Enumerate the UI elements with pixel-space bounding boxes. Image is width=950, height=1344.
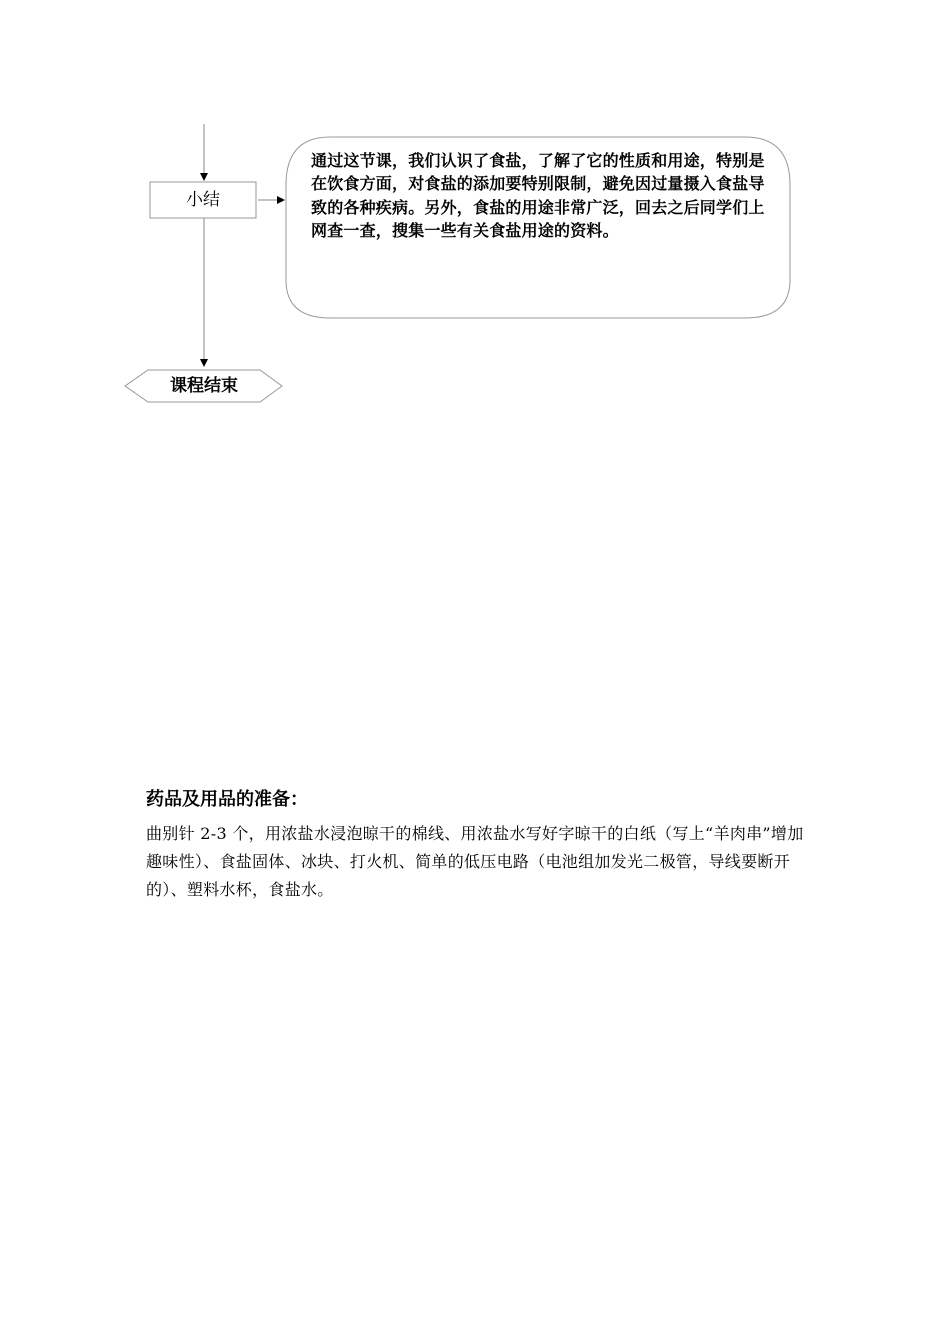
summary-node-label: 小结 — [186, 190, 220, 210]
materials-heading: 药品及用品的准备： — [146, 789, 308, 810]
end-node-label: 课程结束 — [170, 376, 238, 396]
materials-body: 曲别针 2-3 个，用浓盐水浸泡晾干的棉线、用浓盐水写好字晾干的白纸（写上“羊肉串”增加趣味性）、食盐固体、冰块、打火机、简单的低压电路（电池组加发光二极管，导线要断开的）、塑料水杯，食盐水。 — [146, 824, 804, 899]
summary-callout-text: 通过这节课，我们认识了食盐，了解了它的性质和用途，特别是在饮食方面，对食盐的添加要特别限制，避免因过量摄入食盐导致的各种疾病。另外，食盐的用途非常广泛，回去之后同学们上网查一查，搜集一些有关食盐用途的资料。 — [311, 151, 765, 241]
